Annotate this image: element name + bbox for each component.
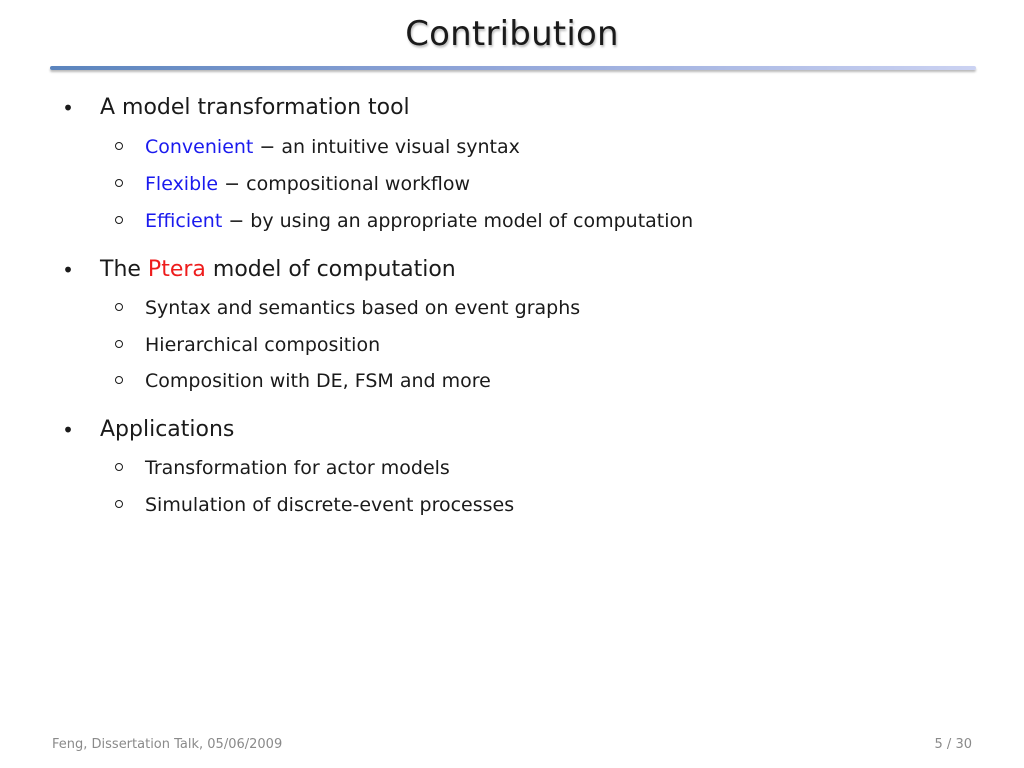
footer-presenter-info: Feng, Dissertation Talk, 05/06/2009 bbox=[52, 737, 283, 752]
bullet-dot: • bbox=[62, 96, 74, 120]
sub-bullet-item bbox=[0, 209, 1024, 233]
hollow-circle-icon bbox=[115, 303, 123, 311]
sub-bullet-item bbox=[0, 296, 1024, 320]
sub-bullet-item bbox=[0, 333, 1024, 357]
slide-number: 5 / 30 bbox=[934, 737, 972, 752]
sub-bullet-text: − by using an appropriate model of computation bbox=[222, 210, 694, 232]
highlight-text: Ptera bbox=[147, 257, 206, 282]
slide-title: Contribution bbox=[405, 14, 619, 54]
sub-bullet-item bbox=[0, 456, 1024, 480]
highlight-text: Efficient bbox=[145, 210, 223, 232]
sub-bullet-text: Transformation for actor models bbox=[145, 457, 450, 479]
sub-bullet-text: Syntax and semantics based on event graphs bbox=[145, 297, 581, 319]
sub-bullet-item bbox=[0, 172, 1024, 196]
highlight-text: Convenient bbox=[145, 136, 254, 158]
hollow-circle-icon bbox=[115, 216, 123, 224]
sub-bullet-item bbox=[0, 369, 1024, 393]
sub-bullet-item bbox=[0, 493, 1024, 517]
hollow-circle-icon bbox=[115, 142, 123, 150]
sub-bullet-text: − an intuitive visual syntax bbox=[253, 136, 520, 158]
sub-bullet-item bbox=[0, 135, 1024, 159]
sub-bullet-text: Simulation of discrete-event processes bbox=[145, 494, 515, 516]
hollow-circle-icon bbox=[115, 463, 123, 471]
bullet-dot: • bbox=[62, 418, 74, 442]
sub-bullet-text: Composition with DE, FSM and more bbox=[145, 370, 491, 392]
hollow-circle-icon bbox=[115, 376, 123, 384]
hollow-circle-icon bbox=[115, 179, 123, 187]
hollow-circle-icon bbox=[115, 340, 123, 348]
sub-bullet-text: − compositional workflow bbox=[218, 173, 471, 195]
title-divider bbox=[50, 66, 976, 70]
hollow-circle-icon bbox=[115, 500, 123, 508]
highlight-text: Flexible bbox=[145, 173, 219, 195]
bullet-dot: • bbox=[62, 258, 74, 282]
bullet-text: Applications bbox=[100, 417, 235, 442]
bullet-text: The Ptera model of computation bbox=[100, 257, 456, 282]
sub-bullet-text: Hierarchical composition bbox=[145, 334, 381, 356]
bullet-text: A model transformation tool bbox=[100, 95, 410, 120]
